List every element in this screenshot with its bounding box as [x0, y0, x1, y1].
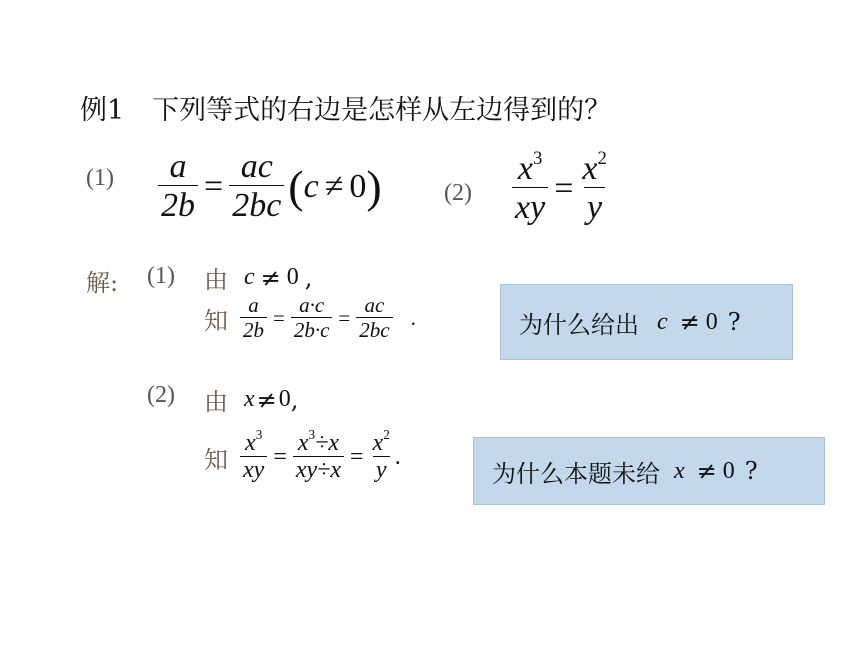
part1-fraction-2 [291, 294, 333, 342]
callout-value: 0 [722, 457, 735, 484]
fraction-denominator: xy [512, 187, 548, 227]
solution-label: 解: [86, 269, 119, 297]
period: . [410, 305, 416, 330]
equals-sign: = [554, 169, 574, 207]
fraction-numerator: a [169, 148, 187, 185]
problem1-equation [158, 148, 382, 225]
know-word: 知 [204, 445, 228, 474]
not-equal-sign: ≠ [679, 308, 700, 336]
condition-value: 0 [349, 167, 367, 205]
solution-part2-number: (2) [147, 382, 175, 408]
equals-sign: = [338, 305, 351, 330]
by-word: 由 [204, 388, 228, 416]
fraction-denominator: 2b·c [291, 317, 333, 342]
fraction-denominator: 2b [240, 317, 267, 342]
callout-why-not-given [473, 437, 825, 505]
condition-variable: c [303, 167, 319, 205]
not-equal-sign: ≠ [324, 167, 344, 205]
solution-part1-condition [204, 260, 312, 295]
not-equal-sign: ≠ [256, 385, 277, 414]
fraction-denominator: 2bc [229, 185, 284, 225]
equals-sign: = [273, 305, 285, 330]
by-word: 由 [204, 266, 228, 294]
page-title [80, 88, 611, 127]
know-word: 知 [204, 306, 228, 335]
fraction-numerator: a [248, 293, 259, 317]
equals-sign: = [273, 443, 287, 470]
part2-fraction-1 [240, 427, 267, 485]
fraction-numerator: ac [364, 293, 385, 317]
example-label: 例1 [80, 95, 125, 126]
fraction-numerator: ac [240, 148, 273, 185]
part2-equation [240, 427, 401, 485]
comma: , [304, 263, 313, 292]
fraction-denominator: xy [240, 456, 267, 485]
period: . [394, 443, 401, 470]
fraction-numerator: $x^3$ [245, 427, 263, 456]
solution-part2-derivation [204, 427, 401, 485]
solution-part1-derivation [204, 294, 416, 342]
not-equal-sign: ≠ [696, 457, 717, 485]
part1-fraction-1 [240, 294, 267, 342]
problem2-equation [512, 147, 610, 227]
question-mark: ? [727, 308, 741, 336]
problem2-lhs-fraction [512, 147, 548, 227]
left-paren: ( [288, 160, 304, 212]
fraction-numerator: $x^3\div x$ [297, 427, 339, 456]
callout-why-given [500, 284, 793, 360]
fraction-denominator: y [373, 456, 390, 485]
fraction-numerator: $x^3$ [517, 147, 543, 187]
callout-variable: x [674, 457, 685, 484]
part2-fraction-3 [370, 427, 393, 485]
fraction-denominator: y [584, 187, 605, 227]
fraction-denominator: 2b [158, 185, 198, 225]
problem2-number: (2) [444, 180, 472, 206]
solution-part1-number: (1) [147, 263, 175, 289]
fraction-numerator: a·c [299, 293, 325, 317]
condition-variable: x [244, 386, 255, 412]
equals-sign: = [350, 443, 364, 470]
not-equal-sign: ≠ [260, 263, 281, 292]
comma: , [290, 385, 299, 414]
problem1-number: (1) [86, 165, 114, 191]
fraction-denominator: 2bc [356, 317, 392, 342]
question-mark: ? [744, 457, 758, 485]
condition-value: 0 [286, 264, 299, 290]
solution-part2-condition [204, 382, 298, 417]
part1-fraction-3 [356, 294, 392, 342]
callout-value: 0 [705, 308, 718, 335]
right-paren: ) [366, 160, 382, 212]
part2-fraction-2 [293, 427, 344, 485]
callout-question-text: 为什么本题未给 [492, 459, 660, 488]
condition-variable: c [244, 264, 255, 290]
problem1-lhs-fraction [158, 148, 198, 225]
part1-equation [240, 294, 416, 342]
equals-sign: = [204, 167, 224, 205]
problem2-rhs-fraction [579, 147, 609, 227]
fraction-numerator: $x^2$ [582, 147, 607, 187]
fraction-denominator: xy÷x [293, 456, 344, 485]
fraction-numerator: $x^2$ [372, 427, 390, 456]
problem1-rhs-fraction [229, 148, 284, 225]
condition-value: 0 [278, 386, 291, 412]
title-question: 下列等式的右边是怎样从左边得到的？ [152, 95, 612, 126]
callout-question-text: 为什么给出 [519, 310, 639, 339]
callout-variable: c [657, 308, 668, 335]
